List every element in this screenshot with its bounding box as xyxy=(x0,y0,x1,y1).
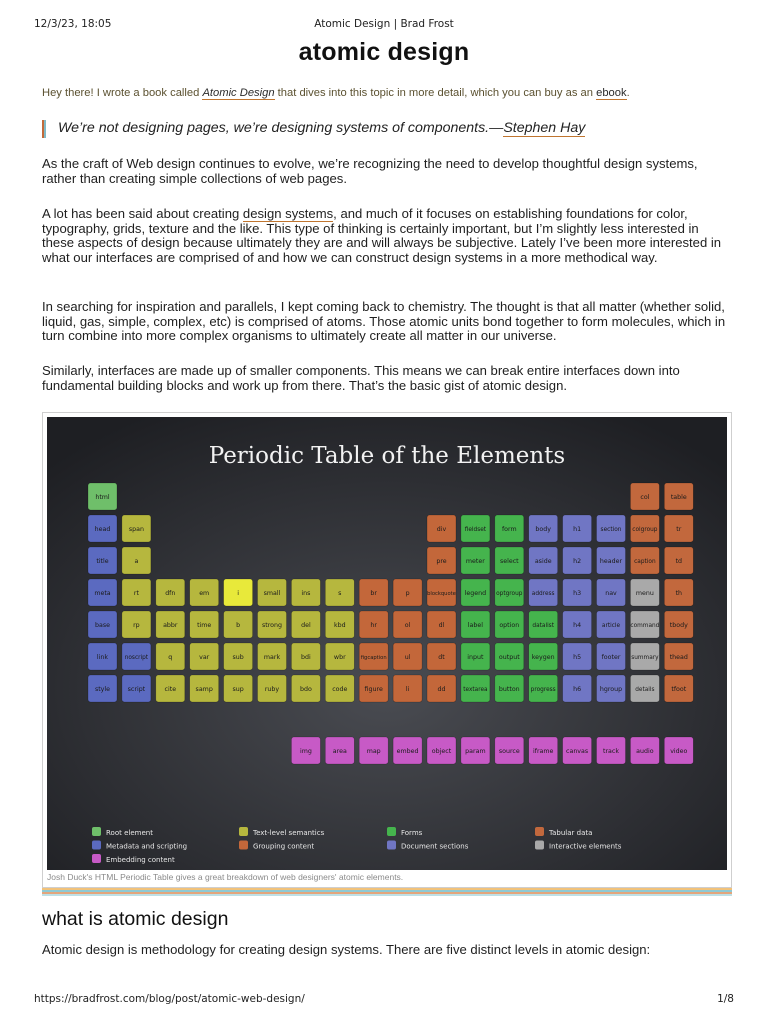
element-label: area xyxy=(332,747,347,755)
element-label: sup xyxy=(232,685,244,693)
element-cell-map xyxy=(359,737,388,764)
element-label: kbd xyxy=(333,621,346,629)
element-label: address xyxy=(531,590,555,597)
element-cell-audio xyxy=(630,737,659,764)
legend-swatch xyxy=(535,827,544,836)
element-label: title xyxy=(96,557,109,565)
element-label: tr xyxy=(676,525,682,533)
periodic-table-figure xyxy=(42,412,732,890)
element-label: header xyxy=(599,557,623,565)
element-cell-q xyxy=(156,643,185,670)
element-cell-tfoot xyxy=(664,675,693,702)
paragraph-2 xyxy=(42,207,732,265)
element-cell-progress xyxy=(529,675,558,702)
legend-label: Grouping content xyxy=(253,842,315,851)
design-systems-link[interactable]: design systems xyxy=(242,206,334,221)
element-label: dd xyxy=(437,685,446,693)
element-cell-var xyxy=(190,643,219,670)
element-cell-optgroup xyxy=(495,579,524,606)
legend-item xyxy=(387,827,423,837)
element-cell-ul xyxy=(393,643,422,670)
element-cell-abbr xyxy=(156,611,185,638)
element-label: tbody xyxy=(669,621,688,629)
element-cell-noscript xyxy=(122,643,151,670)
element-cell-output xyxy=(495,643,524,670)
element-label: optgroup xyxy=(496,590,523,597)
element-cell-wbr xyxy=(325,643,354,670)
element-cell-video xyxy=(664,737,693,764)
section-heading: what is atomic design xyxy=(42,908,229,930)
legend-label: Forms xyxy=(401,828,423,837)
print-page-number: 1/8 xyxy=(717,993,734,1005)
element-cell-pre xyxy=(427,547,456,574)
table-title: Periodic Table of the Elements xyxy=(208,443,566,469)
element-label: del xyxy=(301,621,311,629)
paragraph-4: Similarly, interfaces are made up of smaller components. This means we can break entire interfaces down into fundamental building blocks and work up from there. That’s the basic gist of atomic design. xyxy=(42,363,680,393)
element-label: rp xyxy=(133,621,140,629)
legend-swatch xyxy=(92,841,101,850)
element-label: bdi xyxy=(301,653,311,661)
element-label: thead xyxy=(669,653,688,661)
element-cell-input xyxy=(461,643,490,670)
element-label: figcaption xyxy=(360,654,387,661)
element-label: ins xyxy=(301,589,311,597)
element-label: h4 xyxy=(573,621,582,629)
element-cell-meta xyxy=(88,579,117,606)
element-cell-figcaption xyxy=(359,643,388,670)
element-cell-script xyxy=(122,675,151,702)
book-note xyxy=(42,87,732,99)
element-cell-table xyxy=(664,483,693,510)
element-cell-head xyxy=(88,515,117,542)
element-cell-h4 xyxy=(563,611,592,638)
element-label: br xyxy=(370,589,377,597)
element-label: em xyxy=(199,589,210,597)
element-cell-fieldset xyxy=(461,515,490,542)
element-label: cite xyxy=(164,685,177,693)
element-cell-figure xyxy=(359,675,388,702)
element-cell-body xyxy=(529,515,558,542)
element-cell-div xyxy=(427,515,456,542)
element-label: meta xyxy=(94,589,111,597)
element-label: figure xyxy=(364,685,383,693)
element-label: td xyxy=(675,557,683,565)
legend-swatch xyxy=(92,854,101,863)
element-cell-h1 xyxy=(563,515,592,542)
quote-author-link[interactable]: Stephen Hay xyxy=(503,120,586,136)
element-cell-cite xyxy=(156,675,185,702)
element-cell-tbody xyxy=(664,611,693,638)
element-cell-html xyxy=(88,483,117,510)
element-cell-th xyxy=(664,579,693,606)
element-cell-dfn xyxy=(156,579,185,606)
element-cell-rt xyxy=(122,579,151,606)
element-cell-embed xyxy=(393,737,422,764)
legend-item xyxy=(92,841,187,851)
element-cell-mark xyxy=(258,643,287,670)
legend-swatch xyxy=(387,827,396,836)
element-label: table xyxy=(670,493,687,501)
element-label: h2 xyxy=(573,557,582,565)
element-label: select xyxy=(499,557,519,565)
element-cell-canvas xyxy=(563,737,592,764)
element-cell-em xyxy=(190,579,219,606)
element-label: embed xyxy=(396,747,419,755)
element-cell-dl xyxy=(427,611,456,638)
element-label: q xyxy=(168,653,173,661)
page-title: atomic design xyxy=(298,38,470,66)
element-label: base xyxy=(94,621,111,629)
element-label: div xyxy=(436,525,447,533)
element-label: output xyxy=(498,653,520,661)
book-note-text: Hey there! I wrote a book called xyxy=(42,87,203,99)
element-cell-textarea xyxy=(461,675,490,702)
element-cell-small xyxy=(258,579,287,606)
figure-caption: Josh Duck's HTML Periodic Table gives a great breakdown of web designers' atomic elements. xyxy=(47,872,404,882)
element-cell-ins xyxy=(291,579,320,606)
element-cell-select xyxy=(495,547,524,574)
element-cell-menu xyxy=(630,579,659,606)
element-cell-col xyxy=(630,483,659,510)
legend-item xyxy=(535,841,622,851)
element-label: video xyxy=(670,747,688,755)
element-cell-colgroup xyxy=(630,515,659,542)
element-label: span xyxy=(128,525,144,533)
element-label: dt xyxy=(438,653,445,661)
element-cell-button xyxy=(495,675,524,702)
element-label: sub xyxy=(232,653,244,661)
element-label: s xyxy=(338,589,342,597)
legend-label: Embedding content xyxy=(106,855,175,864)
element-cell-br xyxy=(359,579,388,606)
element-cell-section xyxy=(597,515,626,542)
element-label: ul xyxy=(404,653,411,661)
element-cell-h3 xyxy=(563,579,592,606)
element-label: hr xyxy=(370,621,377,629)
print-header xyxy=(34,18,734,32)
element-label: blockquote xyxy=(427,590,456,597)
element-cell-tr xyxy=(664,515,693,542)
paragraph-3: In searching for inspiration and parallels, I kept coming back to chemistry. The thought is that all matter (whether solid, liquid, gas, simple, complex, etc) is comprised of atoms. Those atomic units bond together to form molecules, which in turn combine into more complex organisms to ultimately create all matter in our universe. xyxy=(42,299,726,344)
element-label: time xyxy=(197,621,212,629)
element-cell-option xyxy=(495,611,524,638)
element-label: source xyxy=(498,747,520,755)
element-cell-samp xyxy=(190,675,219,702)
element-label: link xyxy=(96,653,109,661)
element-label: tfoot xyxy=(671,685,687,693)
section-paragraph: Atomic design is methodology for creating design systems. There are five distinct levels in atomic design: xyxy=(42,942,651,957)
element-label: datalist xyxy=(532,622,554,629)
element-cell-sup xyxy=(224,675,253,702)
element-label: mark xyxy=(263,653,281,661)
element-label: menu xyxy=(635,589,654,597)
element-label: small xyxy=(263,589,281,597)
element-cell-caption xyxy=(630,547,659,574)
print-page-title: Atomic Design | Brad Frost xyxy=(314,18,454,30)
element-cell-bdi xyxy=(291,643,320,670)
element-label: legend xyxy=(464,589,487,597)
element-cell-code xyxy=(325,675,354,702)
element-label: samp xyxy=(195,685,213,693)
element-cell-hr xyxy=(359,611,388,638)
element-cell-address xyxy=(529,579,558,606)
element-label: option xyxy=(499,621,520,629)
element-label: label xyxy=(467,621,484,629)
element-cell-legend xyxy=(461,579,490,606)
figure-frame xyxy=(42,412,732,888)
element-cell-span xyxy=(122,515,151,542)
element-cell-form xyxy=(495,515,524,542)
element-label: param xyxy=(465,747,486,755)
element-label: fieldset xyxy=(464,526,487,533)
element-label: wbr xyxy=(333,653,346,661)
element-label: textarea xyxy=(463,686,488,693)
element-cell-ol xyxy=(393,611,422,638)
element-label: iframe xyxy=(532,747,554,755)
legend-swatch xyxy=(535,841,544,850)
element-cell-del xyxy=(291,611,320,638)
element-cell-command xyxy=(630,611,659,638)
element-label: th xyxy=(675,589,683,597)
element-cell-param xyxy=(461,737,490,764)
legend-label: Root element xyxy=(106,828,153,837)
element-label: caption xyxy=(634,558,656,565)
element-label: h1 xyxy=(573,525,582,533)
element-label: body xyxy=(535,525,551,533)
element-cell-summary xyxy=(630,643,659,670)
stripe xyxy=(42,894,732,896)
element-cell-nav xyxy=(597,579,626,606)
print-url: https://bradfrost.com/blog/post/atomic-web-design/ xyxy=(34,993,305,1005)
element-label: head xyxy=(94,525,111,533)
paragraph-2-text: A lot has been said about creating xyxy=(42,206,243,221)
element-label: noscript xyxy=(124,654,149,661)
element-cell-h2 xyxy=(563,547,592,574)
element-label: p xyxy=(405,589,410,597)
element-label: style xyxy=(94,685,111,693)
legend-label: Metadata and scripting xyxy=(106,842,188,851)
element-label: track xyxy=(602,747,620,755)
legend-label: Tabular data xyxy=(549,828,593,837)
element-cell-aside xyxy=(529,547,558,574)
legend-swatch xyxy=(239,841,248,850)
element-label: section xyxy=(600,526,622,533)
element-label: audio xyxy=(636,747,654,755)
element-label: h3 xyxy=(573,589,582,597)
print-datetime: 12/3/23, 18:05 xyxy=(34,18,112,30)
element-label: bdo xyxy=(299,685,312,693)
element-cell-source xyxy=(495,737,524,764)
element-label: pre xyxy=(436,557,447,565)
element-label: h5 xyxy=(573,653,582,661)
element-label: command xyxy=(630,622,660,629)
pull-quote xyxy=(42,120,748,138)
element-label: dfn xyxy=(165,589,176,597)
legend-label: Text-level semantics xyxy=(253,828,325,837)
periodic-table-image xyxy=(47,417,727,870)
element-label: meter xyxy=(465,557,485,565)
element-cell-kbd xyxy=(325,611,354,638)
legend-label: Document sections xyxy=(401,842,469,851)
element-cell-p xyxy=(393,579,422,606)
element-label: abbr xyxy=(163,621,178,629)
element-label: canvas xyxy=(566,747,589,755)
element-cell-hgroup xyxy=(597,675,626,702)
element-label: details xyxy=(635,686,655,693)
ebook-link[interactable]: ebook xyxy=(596,87,627,99)
element-label: h6 xyxy=(573,685,582,693)
legend-swatch xyxy=(239,827,248,836)
element-label: nav xyxy=(605,589,617,597)
element-cell-base xyxy=(88,611,117,638)
element-cell-iframe xyxy=(529,737,558,764)
element-label: b xyxy=(236,621,241,629)
element-label: button xyxy=(498,685,520,693)
element-cell-dd xyxy=(427,675,456,702)
element-cell-bdo xyxy=(291,675,320,702)
paragraph-2-text-2: , and much of it focuses on establishing foundations for color, typography, grids, texture and the like. This type of thinking is certainly important, but I’m slightly less interested in these aspects of design because ultimately they are and will always be subjective. Lately I’ve been more interested in what our interfaces are comprised of and how we can construct design systems in a more methodical way. xyxy=(42,206,722,265)
element-label: li xyxy=(405,685,410,693)
element-label: input xyxy=(467,653,484,661)
element-label: i xyxy=(237,589,239,597)
element-cell-article xyxy=(597,611,626,638)
legend-label: Interactive elements xyxy=(549,842,622,851)
element-cell-details xyxy=(630,675,659,702)
legend-swatch xyxy=(92,827,101,836)
element-label: script xyxy=(127,685,146,693)
element-cell-header xyxy=(597,547,626,574)
element-cell-dt xyxy=(427,643,456,670)
element-cell-blockquote xyxy=(427,579,456,606)
element-label: a xyxy=(134,557,139,565)
element-cell-keygen xyxy=(529,643,558,670)
element-label: dl xyxy=(438,621,445,629)
element-cell-h5 xyxy=(563,643,592,670)
element-label: map xyxy=(366,747,381,755)
book-note-end: . xyxy=(626,87,630,99)
element-cell-thead xyxy=(664,643,693,670)
element-label: rt xyxy=(133,589,139,597)
element-cell-time xyxy=(190,611,219,638)
paragraph-1: As the craft of Web design continues to evolve, we’re recognizing the need to develop thoughtful design systems, rather than creating simple collections of web pages. xyxy=(42,156,698,186)
element-cell-strong xyxy=(258,611,287,638)
element-label: html xyxy=(95,493,110,501)
element-label: footer xyxy=(601,653,621,661)
element-cell-rp xyxy=(122,611,151,638)
figure-stripes xyxy=(42,888,732,896)
element-cell-style xyxy=(88,675,117,702)
element-label: keygen xyxy=(531,653,555,661)
element-cell-label xyxy=(461,611,490,638)
element-cell-h6 xyxy=(563,675,592,702)
element-cell-link xyxy=(88,643,117,670)
element-cell-footer xyxy=(597,643,626,670)
element-label: strong xyxy=(261,621,283,629)
element-label: ol xyxy=(404,621,411,629)
book-link[interactable]: Atomic Design xyxy=(202,87,275,99)
element-cell-area xyxy=(325,737,354,764)
element-label: hgroup xyxy=(599,685,623,693)
element-cell-meter xyxy=(461,547,490,574)
element-label: colgroup xyxy=(632,526,658,533)
element-cell-s xyxy=(325,579,354,606)
element-label: object xyxy=(431,747,452,755)
element-label: aside xyxy=(534,557,552,565)
element-label: article xyxy=(601,622,621,629)
element-label: img xyxy=(299,747,312,755)
element-label: ruby xyxy=(264,685,280,693)
element-cell-object xyxy=(427,737,456,764)
element-cell-i xyxy=(224,579,253,606)
element-cell-sub xyxy=(224,643,253,670)
element-cell-li xyxy=(393,675,422,702)
book-note-text-2: that dives into this topic in more detail, which you can buy as an xyxy=(274,87,597,99)
print-footer xyxy=(34,993,734,1007)
element-label: var xyxy=(199,653,210,661)
quote-text: We’re not designing pages, we’re designing systems of components.— xyxy=(58,120,504,136)
element-cell-b xyxy=(224,611,253,638)
element-cell-datalist xyxy=(529,611,558,638)
element-label: form xyxy=(501,525,517,533)
element-cell-img xyxy=(291,737,320,764)
element-label: progress xyxy=(530,686,556,693)
element-label: summary xyxy=(631,654,659,661)
element-cell-ruby xyxy=(258,675,287,702)
element-cell-track xyxy=(597,737,626,764)
legend-swatch xyxy=(387,841,396,850)
element-label: code xyxy=(332,685,348,693)
element-cell-a xyxy=(122,547,151,574)
element-label: col xyxy=(640,493,650,501)
element-cell-title xyxy=(88,547,117,574)
element-cell-td xyxy=(664,547,693,574)
